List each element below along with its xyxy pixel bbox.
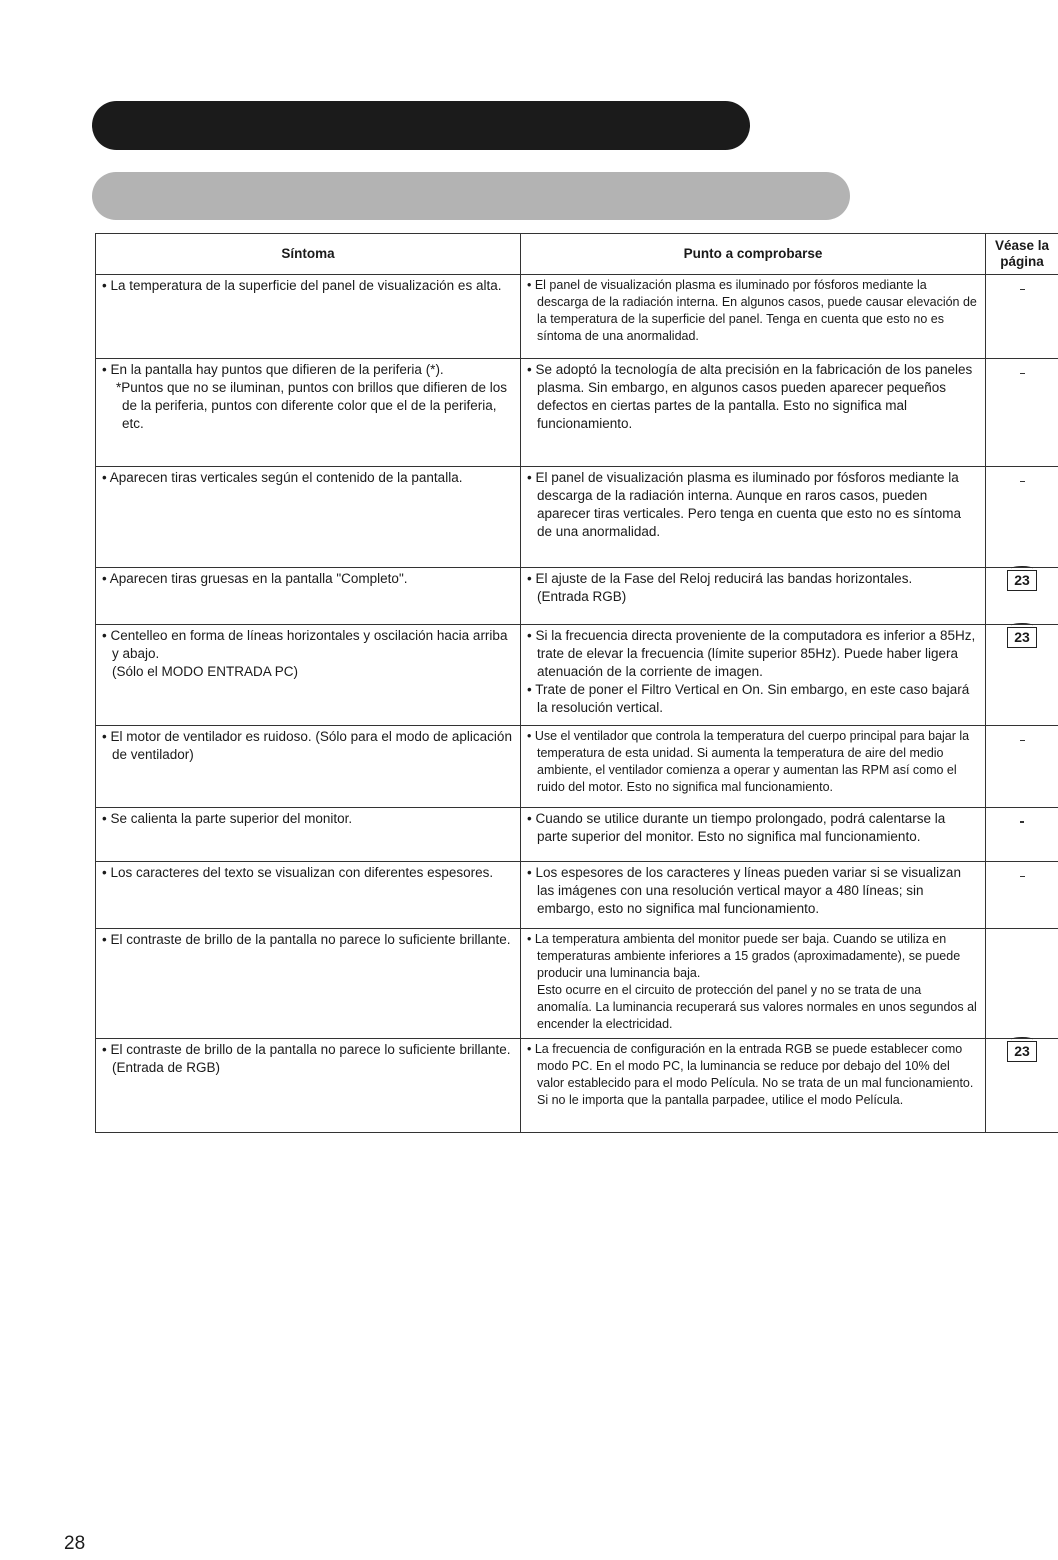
page-ref-cell — [986, 467, 1058, 568]
page-ref-cell — [986, 808, 1058, 862]
no-page-dash — [1020, 821, 1024, 823]
check-text: • Se adoptó la tecnología de alta precisión en la fabricación de los paneles plasma. Sin embargo, en algunos casos pueden aparecer pequeños defectos en ciertas partes de la pantalla. Esto no significa mal funcionamiento. — [527, 362, 973, 431]
page-ref-cell — [986, 862, 1058, 929]
check-cell — [521, 625, 986, 726]
page-ref-cell — [986, 568, 1058, 625]
page-ref-cell — [986, 929, 1058, 1039]
page-ref-cell — [986, 1039, 1058, 1133]
no-page-dash — [1020, 740, 1025, 741]
check-text: • Use el ventilador que controla la temperatura del cuerpo principal para bajar la temperatura de esta unidad. Si aumenta la temperatura de aire del medio ambiente, el ventilador comienza a operar y aumentan las RPM así como el ruido del motor. Esto no significa mal funcionamiento. — [527, 729, 970, 794]
check-cell — [521, 808, 986, 862]
check-cell — [521, 359, 986, 467]
check-text: • Los espesores de los caracteres y líneas pueden variar si se visualizan las imágenes con una resolución vertical mayor a 480 líneas; sin embargo, esto no significa mal funcionamiento. — [527, 865, 961, 916]
page-ref-cell — [986, 625, 1058, 726]
header-check: Punto a comprobarse — [521, 234, 986, 275]
table-row — [96, 1039, 1058, 1133]
page-ref-cell — [986, 726, 1058, 808]
check-text: • El panel de visualización plasma es iluminado por fósforos mediante la descarga de la radiación interna. Aunque en raros casos, pueden aparecer tiras verticales. Pero tenga en cuenta que esto no es síntoma de una anormalidad. — [527, 470, 961, 539]
symptom-text: • El contraste de brillo de la pantalla no parece lo suficiente brillante. (Entrada de RGB) — [102, 1042, 511, 1075]
symptom-text: • El contraste de brillo de la pantalla no parece lo suficiente brillante. — [102, 932, 511, 947]
check-note: (Entrada RGB) — [537, 589, 627, 604]
symptom-text: • Los caracteres del texto se visualizan con diferentes espesores. — [102, 865, 494, 880]
table-row — [96, 625, 1058, 726]
symptom-cell — [96, 929, 521, 1039]
symptom-cell — [96, 726, 521, 808]
no-page-dash — [1020, 481, 1025, 482]
symptom-cell — [96, 275, 521, 359]
table-row — [96, 359, 1058, 467]
troubleshooting-table — [95, 233, 1058, 1133]
page-reference-badge[interactable]: 23 — [1007, 570, 1037, 591]
check-text: • Trate de poner el Filtro Vertical en On. Sin embargo, en este caso bajará la resolución vertical. — [527, 682, 970, 715]
symptom-text: • Aparecen tiras gruesas en la pantalla "Completo". — [102, 571, 408, 586]
no-page-dash — [1020, 876, 1025, 877]
check-cell — [521, 467, 986, 568]
check-text: • El ajuste de la Fase del Reloj reducirá las bandas horizontales. — [527, 571, 913, 586]
symptom-note: *Puntos que no se iluminan, puntos con brillos que difieren de los de la periferia, puntos con diferente color que el de la periferia, etc. — [116, 380, 507, 431]
check-text: • Si la frecuencia directa proveniente de la computadora es inferior a 85Hz, trate de elevar la frecuencia (límite superior 85Hz). Puede haber ligera atenuación de la corriente de imagen. — [527, 628, 976, 679]
check-cell — [521, 275, 986, 359]
table-row — [96, 929, 1058, 1039]
table-row — [96, 467, 1058, 568]
symptom-note: (Sólo el MODO ENTRADA PC) — [112, 664, 299, 679]
page-reference-badge[interactable]: 23 — [1007, 1041, 1037, 1062]
symptom-text: • Centelleo en forma de líneas horizontales y oscilación hacia arriba y abajo. — [102, 628, 508, 661]
symptom-cell — [96, 862, 521, 929]
check-cell — [521, 1039, 986, 1133]
header-symptom: Síntoma — [96, 234, 521, 275]
section-subtitle-bar — [92, 172, 850, 220]
symptom-text: • Se calienta la parte superior del monitor. — [102, 811, 353, 826]
check-cell — [521, 929, 986, 1039]
section-title-bar — [92, 101, 750, 150]
check-text: • La temperatura ambienta del monitor puede ser baja. Cuando se utiliza en temperaturas ambiente inferiores a 15 grados (aproximadamente), se puede producir una luminancia baja. — [527, 932, 961, 980]
symptom-text: • La temperatura de la superficie del panel de visualización es alta. — [102, 278, 502, 293]
symptom-cell — [96, 1039, 521, 1133]
page-ref-cell — [986, 359, 1058, 467]
page-reference-badge[interactable]: 23 — [1007, 627, 1037, 648]
table-row — [96, 862, 1058, 929]
page-number: 28 — [64, 1533, 86, 1554]
symptom-cell — [96, 808, 521, 862]
symptom-cell — [96, 467, 521, 568]
table-row — [96, 568, 1058, 625]
table-row — [96, 726, 1058, 808]
symptom-cell — [96, 625, 521, 726]
symptom-cell — [96, 568, 521, 625]
symptom-cell — [96, 359, 521, 467]
check-note: Esto ocurre en el circuito de protección del panel y no se trata de una anomalía. La luminancia recuperará sus valores normales en unos segundos al encender la electricidad. — [537, 983, 977, 1031]
header-page: Véase la página — [986, 234, 1058, 275]
check-cell — [521, 726, 986, 808]
check-cell — [521, 568, 986, 625]
table-header-row — [96, 234, 1058, 275]
no-page-dash — [1020, 289, 1025, 290]
table-row — [96, 808, 1058, 862]
check-text: • Cuando se utilice durante un tiempo prolongado, podrá calentarse la parte superior del monitor. Esto no significa mal funcionamiento. — [527, 811, 946, 844]
page-ref-cell — [986, 275, 1058, 359]
no-page-dash — [1020, 373, 1025, 374]
check-text: • La frecuencia de configuración en la entrada RGB se puede establecer como modo PC. En el modo PC, la luminancia se reduce por debajo del 10% del valor establecido para el modo Película. No se trata de un mal funcionamiento. Si no le importa que la pantalla parpadee, utilice el modo Película. — [527, 1042, 974, 1107]
symptom-text: • Aparecen tiras verticales según el contenido de la pantalla. — [102, 470, 463, 485]
symptom-text: • El motor de ventilador es ruidoso. (Sólo para el modo de aplicación de ventilador) — [102, 729, 512, 762]
table-row — [96, 275, 1058, 359]
symptom-text: • En la pantalla hay puntos que difieren de la periferia (*). — [102, 362, 444, 377]
check-cell — [521, 862, 986, 929]
check-text: • El panel de visualización plasma es iluminado por fósforos mediante la descarga de la radiación interna. En algunos casos, puede causar elevación de la temperatura de la superficie del panel. Tenga en cuenta que esto no es síntoma de una anormalidad. — [527, 278, 977, 343]
